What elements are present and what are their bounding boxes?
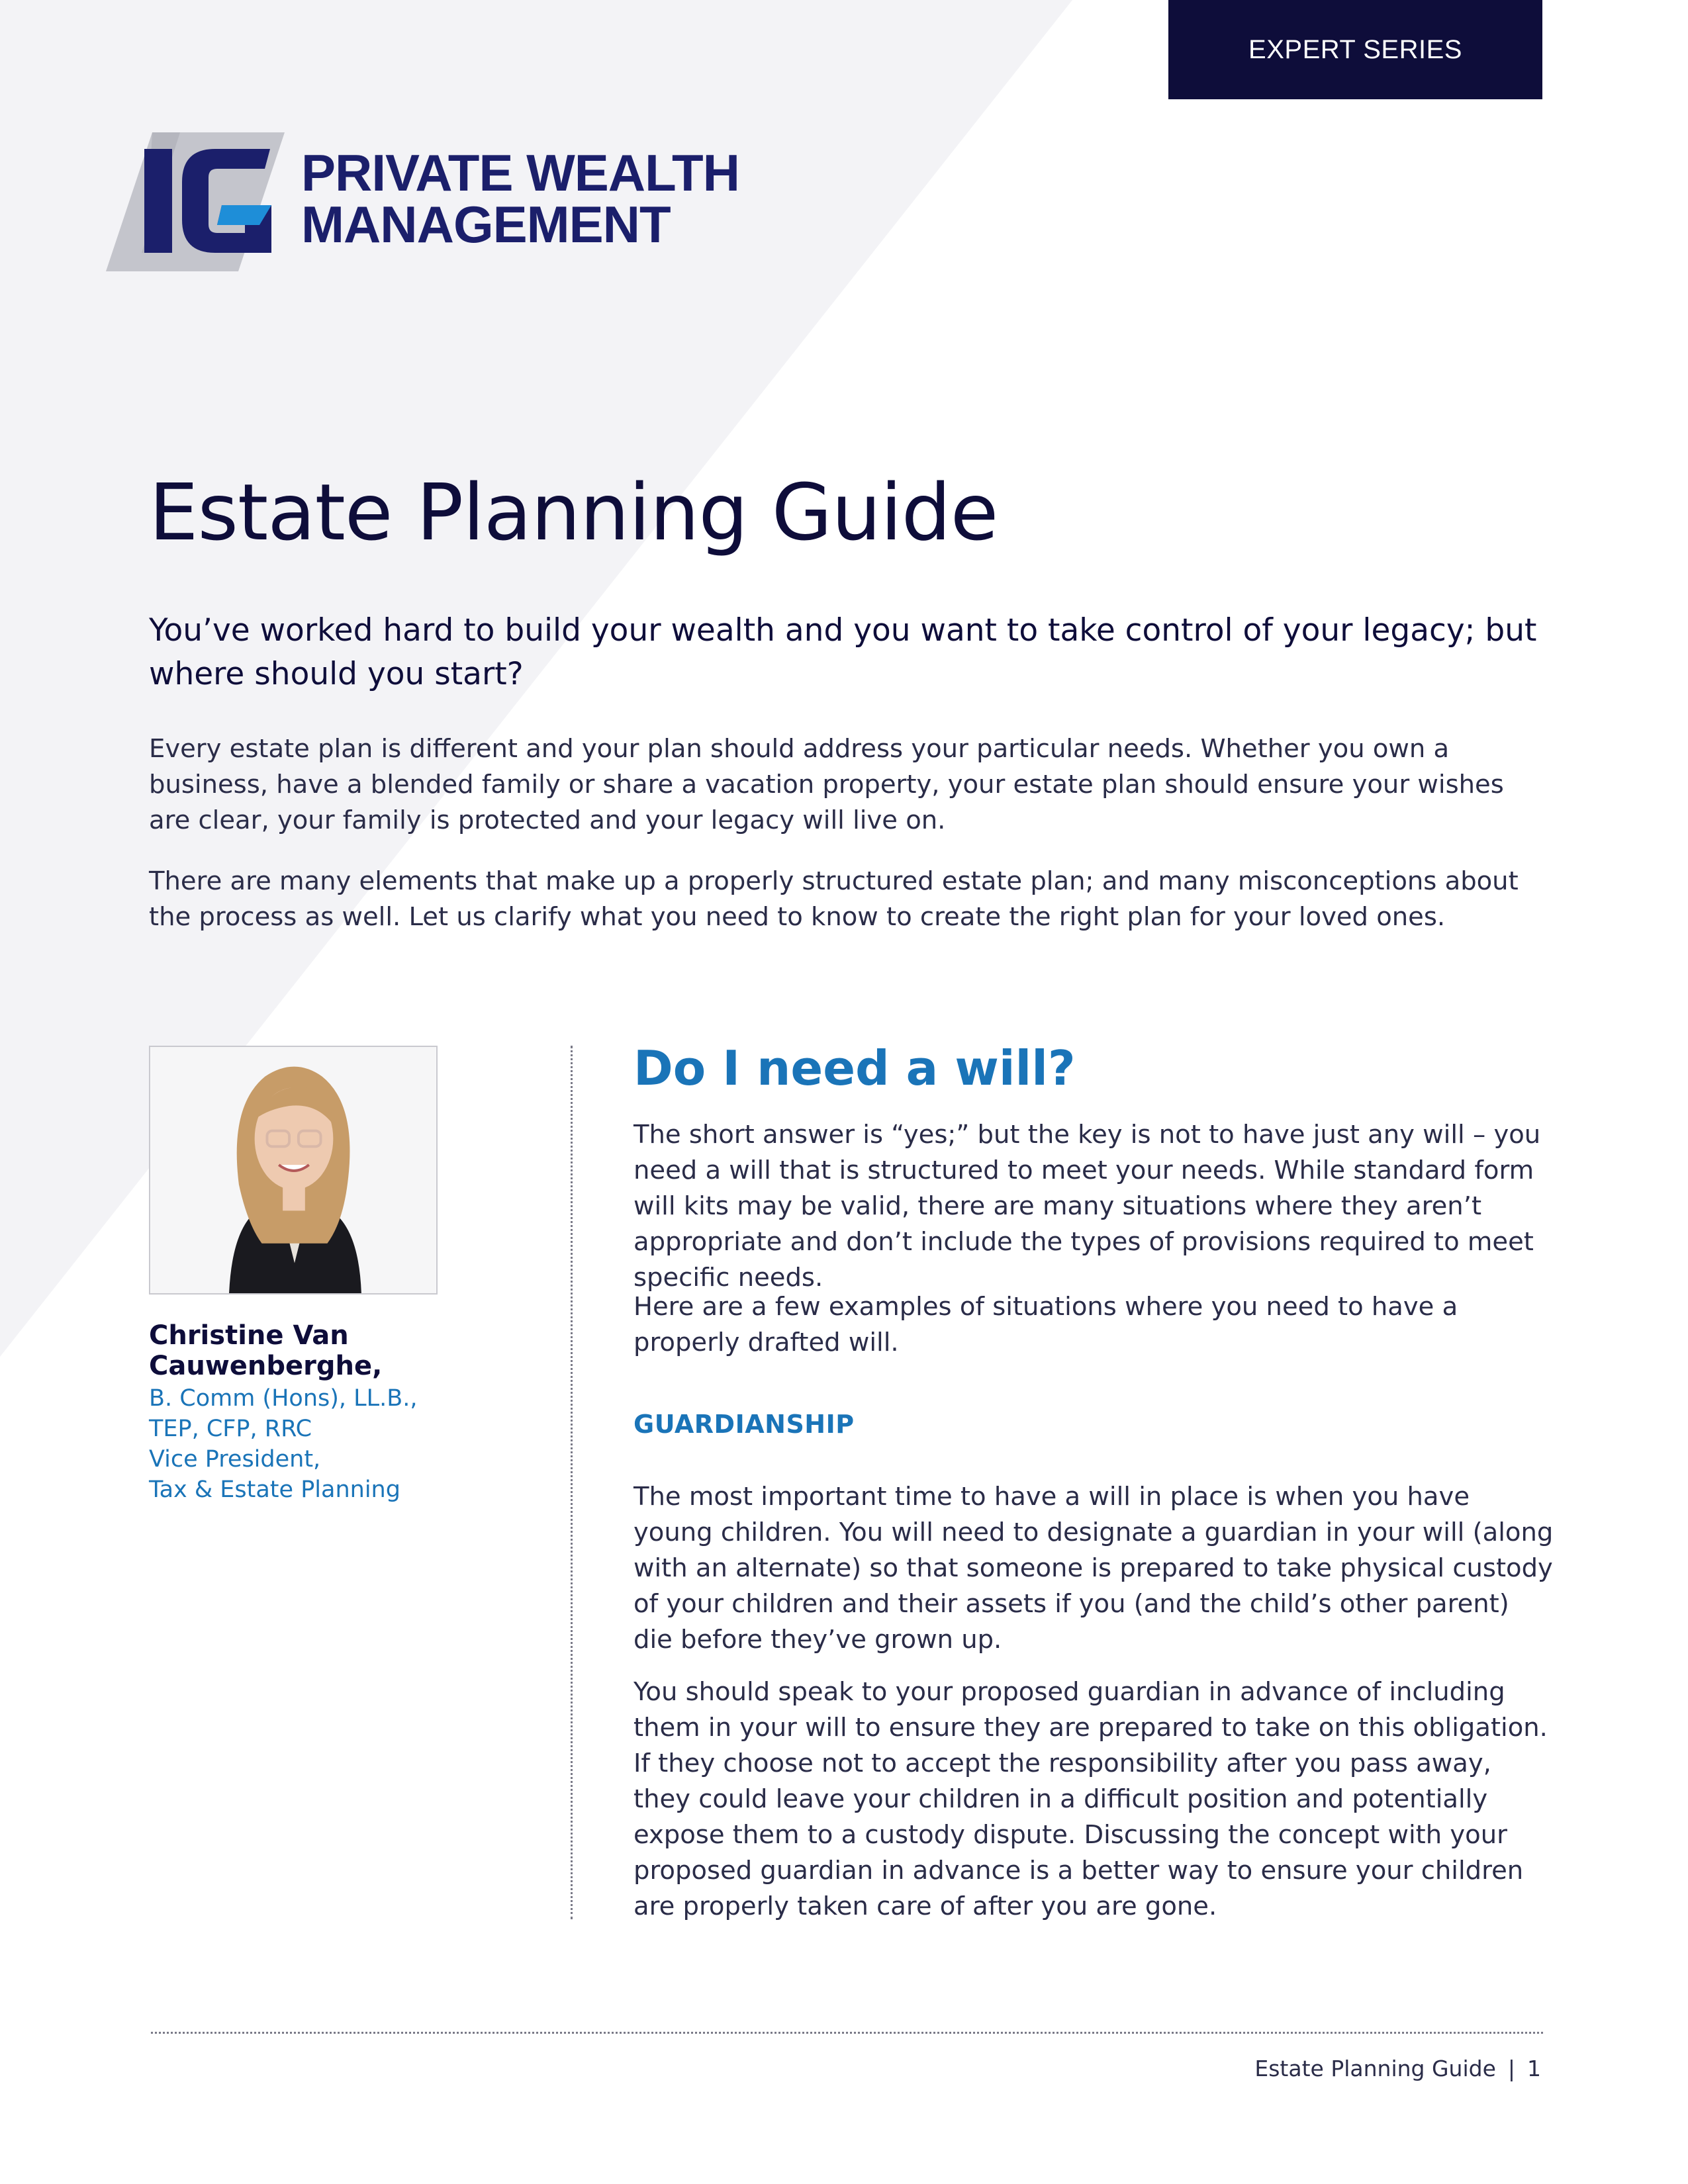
author-credentials [149, 1383, 440, 1505]
logo-wordmark [301, 144, 739, 253]
subsection-heading: GUARDIANSHIP [633, 1410, 855, 1439]
section-heading: Do I need a will? [633, 1040, 1076, 1096]
subsection-paragraph: You should speak to your proposed guardian in advance of including them in your will to ensure they are prepared to take on this obligation. If they choose not to accept the responsibility after you pass away, they could leave your children in a difficult position and potentially expose them to a custody dispute. Discussing the concept with your proposed guardian in advance is a better way to ensure your children are properly taken care of after you are gone. [633, 1677, 1548, 1921]
author-portrait-image [150, 1047, 436, 1293]
page-footer [1254, 2056, 1541, 2081]
section-paragraph: Here are a few examples of situations where you need to have a properly drafted will. [633, 1292, 1458, 1357]
footer-separator: | [1507, 2056, 1515, 2081]
page-number: 1 [1527, 2056, 1541, 2081]
section-paragraph: The short answer is “yes;” but the key is not to have just any will – you need a will that is structured to meet your needs. While standard form will kits may be valid, there are many situations where they aren’t appropriate and don’t include the types of provisions required to meet specific needs. [633, 1120, 1541, 1293]
logo-line-2: MANAGEMENT [301, 195, 671, 253]
author-name: Christine Van Cauwenberghe, [149, 1320, 383, 1381]
author-credentials-line: B. Comm (Hons), LL.B., [149, 1385, 418, 1412]
expert-series-badge [1168, 0, 1542, 99]
intro-paragraph: There are many elements that make up a properly structured estate plan; and many misconceptions about the process as well. Let us clarify what you need to know to create the right plan for your loved ones. [149, 866, 1519, 932]
footer-divider [151, 2032, 1543, 2034]
logo-line-1: PRIVATE WEALTH [301, 144, 739, 202]
ig-logo [106, 132, 755, 278]
author-title: Vice President, [149, 1446, 321, 1473]
page-title: Estate Planning Guide [149, 467, 998, 558]
series-label: EXPERT SERIES [1248, 34, 1462, 64]
author-department: Tax & Estate Planning [149, 1477, 400, 1503]
footer-doc-name: Estate Planning Guide [1254, 2056, 1496, 2081]
author-credentials-line: TEP, CFP, RRC [149, 1416, 312, 1442]
ig-logo-mark [106, 132, 291, 278]
subsection-paragraph: The most important time to have a will in place is when you have young children. You will need to designate a guardian in your will (along with an alternate) so that someone is prepared to take physical custody of your children and their assets if you (and the child’s other parent) die before they’ve grown up. [633, 1482, 1554, 1655]
column-divider [571, 1046, 573, 1919]
author-photo [149, 1046, 438, 1295]
intro-paragraph: Every estate plan is different and your plan should address your particular needs. Whether you own a business, have a blended family or share a vacation property, your estate plan should ensure your wishes are clear, your family is protected and your legacy will live on. [149, 734, 1504, 835]
lede-paragraph: You’ve worked hard to build your wealth and you want to take control of your legacy; but where should you start? [149, 612, 1537, 692]
